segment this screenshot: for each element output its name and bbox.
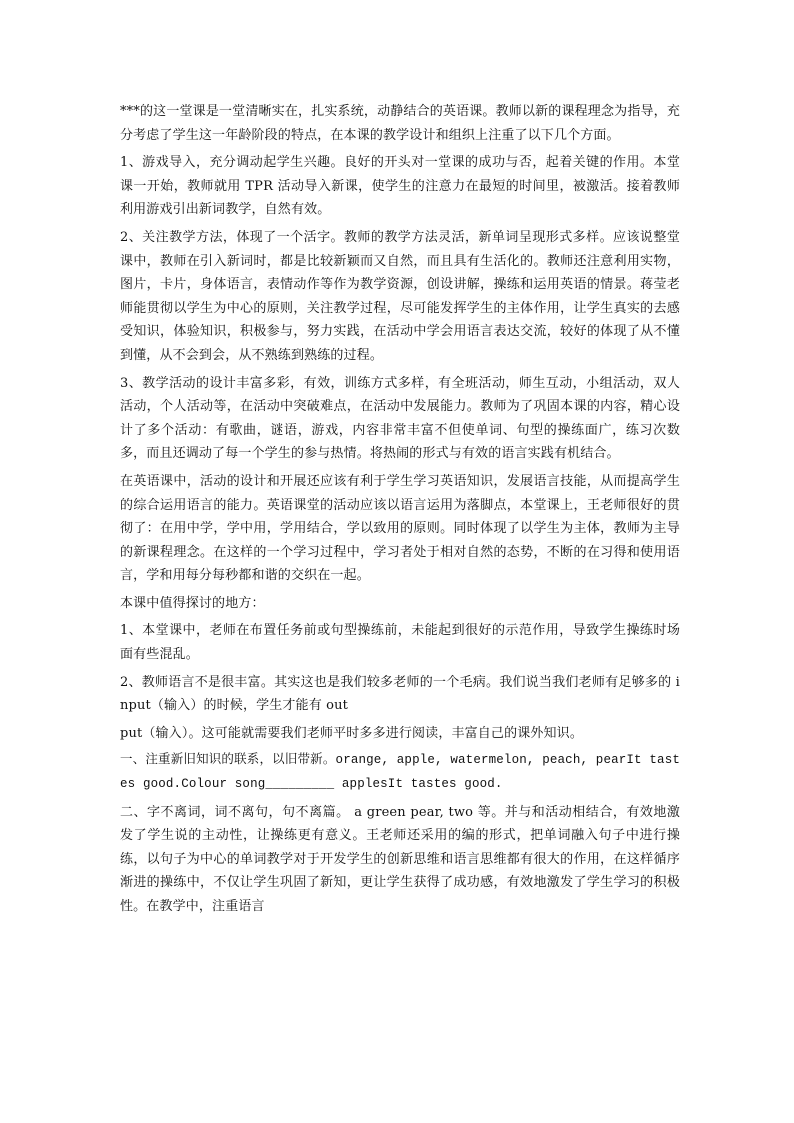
- discussion-heading: 本课中值得探讨的地方：: [120, 595, 265, 611]
- document-body: [120, 100, 680, 923]
- activity-design-paragraph: 在英语课中，活动的设计和开展还应该有利于学生学习英语知识，发展语言技能，从而提高学生的综合运用语言的能力。英语课堂的活动应该以语言运用为落脚点，本堂课上，王老师很好的贯彻了：在用中学，学中用，学用结合，学以致用的原则。同时体现了以学生为主体，教师为主导的新课程理念。在这样的一个学习过程中，学习者处于相对自然的态势，不断的在习得和使用语言，学和用每分每秒都和谐的交织在一起。: [120, 473, 680, 584]
- intro-paragraph: ***的这一堂课是一堂清晰实在，扎实系统，动静结合的英语课。教师以新的课程理念为指导，充分考虑了学生这一年龄阶段的特点，在本课的教学设计和组织上注重了以下几个方面。: [120, 104, 680, 143]
- issue-2-paragraph: 2、教师语言不是很丰富。其实这也是我们较多老师的一个毛病。我们说当我们老师有足够多的 input（输入）的时候，学生才能有 out: [120, 674, 680, 714]
- point-1-paragraph: 1、游戏导入，充分调动起学生兴趣。良好的开头对一堂课的成功与否，起着关键的作用。本堂课一开始，教师就用 TPR 活动导入新课，使学生的注意力在最短的时间里，被激活。接着教师利用游戏引出新词教学，自然有效。: [120, 155, 680, 218]
- issue-2-continuation: put（输入）。这可能就需要我们老师平时多多进行阅读，丰富自己的课外知识。: [120, 725, 583, 741]
- issue-1-paragraph: 1、本堂课中，老师在布置任务前或句型操练前，未能起到很好的示范作用，导致学生操练时场面有些混乱。: [120, 623, 680, 663]
- point-2-paragraph: 2、关注教学方法，体现了一个活字。教师的教学方法灵活，新单词呈现形式多样。应该说整堂课中，教师在引入新词时，都是比较新颖而又自然，而且具有生活化的。教师还注意利用实物，图片，卡片，身体语言，表情动作等作为教学资源，创设讲解，操练和运用英语的情景。蒋莹老师能贯彻以学生为中心的原则，关注教学过程，尽可能发挥学生的主体作用，让学生真实的去感受知识，体验知识，积极参与，努力实践，在活动中学会用语言表达交流，较好的体现了从不懂到懂，从不会到会，从不熟练到熟练的过程。: [120, 229, 680, 363]
- section-2-paragraph: 二、字不离词，词不离句，句不离篇。 a green pear, two 等。并与和活动相结合，有效地激发了学生说的主动性，让操练更有意义。王老师还采用的编的形式，把单词融入句子中进行操练，以句子为中心的单词教学对于开发学生的创新思维和语言思维都有很大的作用，在这样循序渐进的操练中，不仅让学生巩固了新知，更让学生获得了成功感，有效地激发了学生学习的积极性。在教学中，注重语言: [120, 804, 680, 914]
- section-1-paragraph: 一、注重新旧知识的联系，以旧带新。orange, apple, watermelon, peach, pearIt tastes good.Colour song_________ applesIt tastes good.: [120, 753, 680, 792]
- point-3-paragraph: 3、教学活动的设计丰富多彩，有效，训练方式多样，有全班活动，师生互动，小组活动，双人活动，个人活动等，在活动中突破难点，在活动中发展能力。教师为了巩固本课的内容，精心设计了多个活动：有歌曲，谜语，游戏，内容非常丰富不但使单词、句型的操练面广，练习次数多，而且还调动了每一个学生的参与热情。将热闹的形式与有效的语言实践有机结合。: [120, 375, 680, 462]
